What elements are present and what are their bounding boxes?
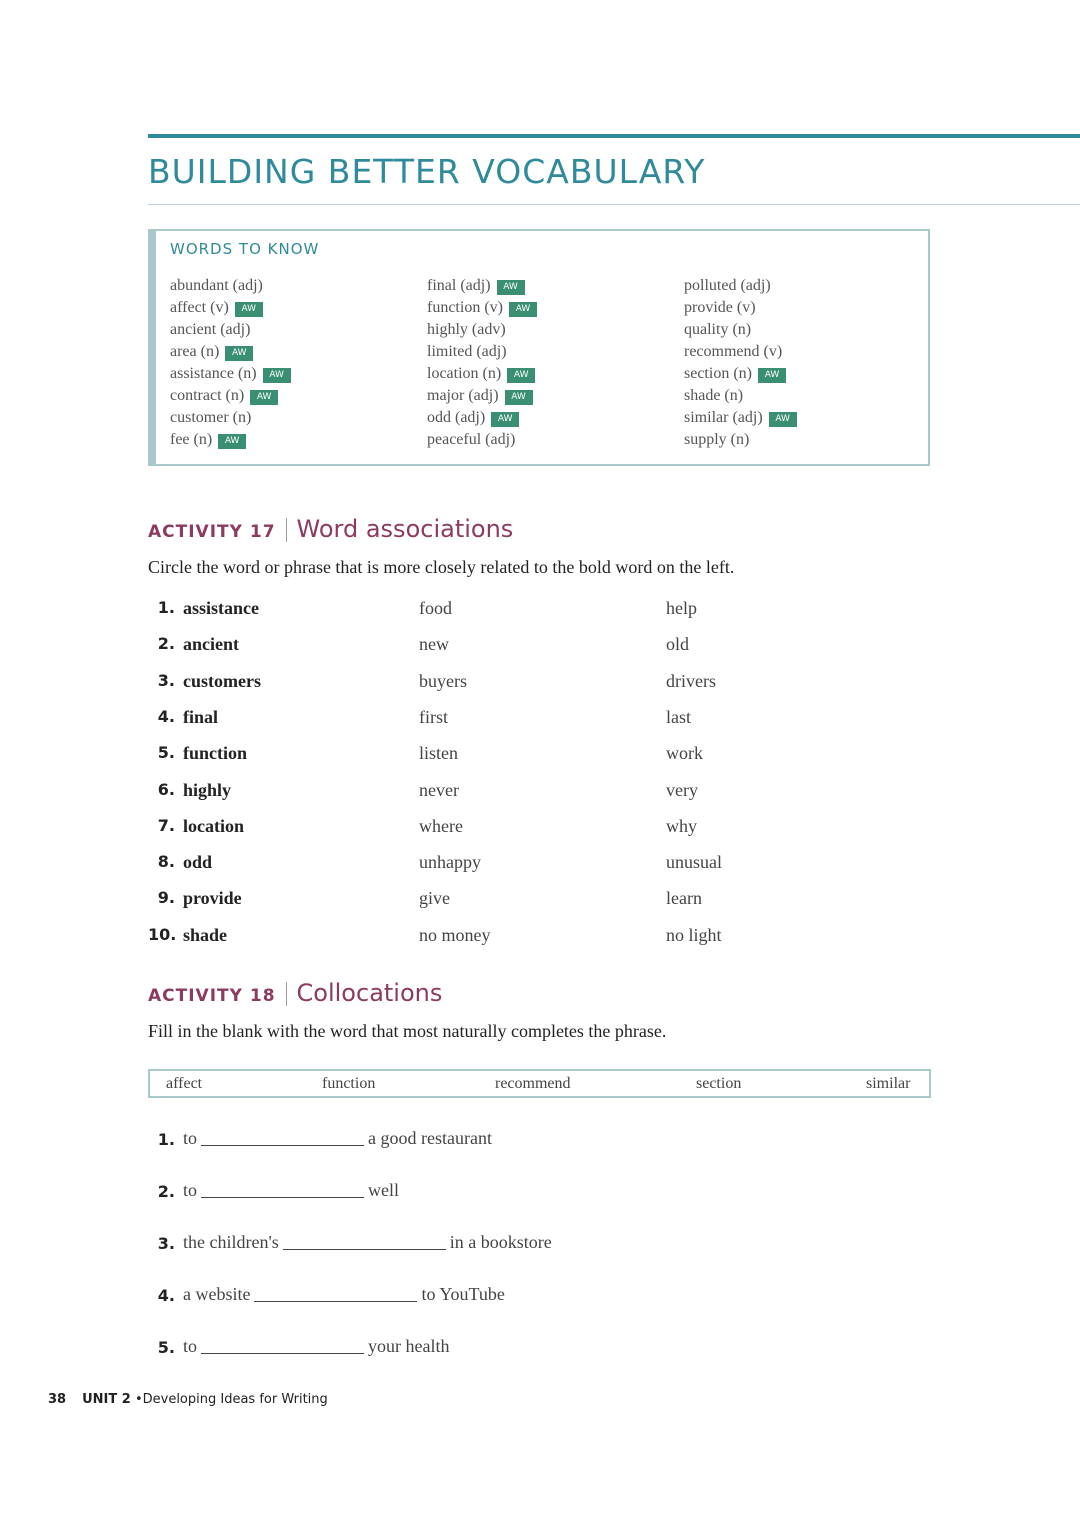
- item-number: 3.: [157, 670, 175, 690]
- association-row: [148, 888, 848, 918]
- association-row: [148, 707, 848, 737]
- aw-badge: AW: [250, 390, 278, 405]
- word-entry: limited (adj): [427, 343, 507, 360]
- aw-badge: AW: [225, 346, 253, 361]
- word-list-item: [427, 407, 537, 429]
- aw-badge: AW: [758, 368, 786, 383]
- word-entry: location (n): [427, 365, 502, 382]
- page-footer: [48, 1392, 328, 1407]
- word-list-item: [427, 297, 537, 319]
- word-list-item: [684, 407, 797, 429]
- option-1[interactable]: new: [419, 634, 449, 655]
- word-list-item: [427, 341, 537, 363]
- word-list-item: [427, 385, 537, 407]
- words-to-know-heading: WORDS TO KNOW: [170, 240, 320, 258]
- activity-18-label: ACTIVITY 18: [148, 986, 276, 1006]
- answer-blank[interactable]: [201, 1129, 364, 1146]
- bold-word: odd: [183, 852, 213, 873]
- option-2[interactable]: unusual: [666, 852, 722, 873]
- option-1[interactable]: buyers: [419, 670, 467, 691]
- word-entry: section (n): [684, 365, 752, 382]
- word-list-item: [684, 275, 797, 297]
- option-2[interactable]: very: [666, 779, 698, 800]
- phrase-after: in a bookstore: [449, 1232, 552, 1252]
- association-row: [148, 671, 848, 701]
- word-bank-item: section: [696, 1075, 742, 1092]
- word-entry: assistance (n): [170, 365, 257, 382]
- word-entry: quality (n): [684, 321, 752, 338]
- word-entry: customer (n): [170, 409, 252, 426]
- word-bank-item: similar: [866, 1075, 911, 1092]
- aw-badge: AW: [491, 412, 519, 427]
- item-number: 3.: [157, 1234, 175, 1253]
- answer-blank[interactable]: [201, 1181, 364, 1198]
- phrase-after: your health: [368, 1336, 450, 1356]
- option-1[interactable]: listen: [419, 743, 458, 764]
- word-list-item: [170, 385, 291, 407]
- top-rule: [148, 134, 1080, 138]
- words-to-know-column-1: [170, 275, 291, 451]
- activity-17-title: Word associations: [296, 515, 514, 543]
- word-list-item: [170, 341, 291, 363]
- aw-badge: AW: [769, 412, 797, 427]
- aw-badge: AW: [218, 434, 246, 449]
- option-1[interactable]: food: [419, 598, 452, 618]
- word-list-item: [684, 297, 797, 319]
- option-2[interactable]: learn: [666, 888, 702, 909]
- option-2[interactable]: why: [666, 815, 697, 836]
- association-row: [148, 598, 848, 628]
- option-1[interactable]: no money: [419, 924, 491, 945]
- word-entry: similar (adj): [684, 409, 763, 426]
- word-list-item: [170, 363, 291, 385]
- title-rule: [148, 204, 1080, 205]
- item-number: 1.: [157, 598, 175, 617]
- aw-badge: AW: [235, 302, 263, 317]
- bold-word: shade: [183, 924, 228, 945]
- activity-17-instruction: Circle the word or phrase that is more closely related to the bold word on the left.: [148, 557, 735, 577]
- word-bank-item: recommend: [495, 1075, 571, 1092]
- phrase-after: a good restaurant: [368, 1128, 492, 1148]
- page-title: BUILDING BETTER VOCABULARY: [148, 152, 706, 191]
- activity-17-header: [148, 512, 513, 546]
- footer-separator: •: [134, 1392, 143, 1407]
- word-entry: function (v): [427, 299, 503, 316]
- word-bank: [148, 1069, 931, 1098]
- phrase: [183, 1180, 399, 1201]
- item-number: 2.: [157, 1182, 175, 1201]
- activity-17-divider: [286, 518, 287, 542]
- word-entry: final (adj): [427, 277, 491, 294]
- item-number: 4.: [157, 706, 175, 726]
- item-number: 9.: [157, 888, 175, 908]
- word-list-item: [170, 319, 291, 341]
- item-number: 8.: [157, 852, 175, 872]
- word-list-item: [170, 297, 291, 319]
- word-list-item: [170, 275, 291, 297]
- item-number: 2.: [157, 634, 175, 654]
- word-entry: ancient (adj): [170, 321, 251, 338]
- word-entry: polluted (adj): [684, 277, 771, 294]
- activity-18-header: [148, 976, 442, 1010]
- bold-word: ancient: [183, 634, 239, 655]
- words-to-know-column-3: [684, 275, 797, 451]
- answer-blank[interactable]: [283, 1233, 446, 1250]
- word-list-item: [427, 429, 537, 451]
- bold-word: function: [183, 743, 248, 764]
- item-number: 10.: [148, 924, 177, 944]
- bold-word: assistance: [183, 598, 259, 618]
- option-1[interactable]: unhappy: [419, 852, 481, 873]
- word-list-item: [170, 429, 291, 451]
- phrase: [183, 1284, 505, 1305]
- word-entry: odd (adj): [427, 409, 486, 426]
- word-list-item: [684, 341, 797, 363]
- page-number: 38: [48, 1392, 67, 1407]
- option-2[interactable]: last: [666, 706, 691, 727]
- item-number: 6.: [157, 779, 175, 799]
- word-list-item: [427, 319, 537, 341]
- option-2[interactable]: no light: [666, 924, 722, 945]
- association-row: [148, 634, 848, 664]
- word-entry: major (adj): [427, 387, 499, 404]
- option-1[interactable]: give: [419, 888, 450, 909]
- aw-badge: AW: [263, 368, 291, 383]
- aw-badge: AW: [497, 280, 525, 295]
- footer-unit: UNIT 2: [82, 1392, 131, 1407]
- option-2[interactable]: old: [666, 634, 690, 655]
- association-row: [148, 780, 848, 810]
- word-list-item: [427, 275, 537, 297]
- aw-badge: AW: [509, 302, 537, 317]
- bold-word: final: [183, 706, 219, 727]
- word-entry: highly (adv): [427, 321, 506, 338]
- phrase-before: a website: [183, 1284, 251, 1304]
- bold-word: customers: [183, 670, 261, 691]
- words-to-know-column-2: [427, 275, 537, 451]
- word-entry: shade (n): [684, 387, 744, 404]
- option-2[interactable]: help: [666, 598, 697, 618]
- word-entry: fee (n): [170, 431, 213, 448]
- item-number: 1.: [157, 1130, 175, 1149]
- option-2[interactable]: drivers: [666, 670, 716, 691]
- association-row: [148, 852, 848, 882]
- phrase: [183, 1232, 552, 1253]
- activity-18-title: Collocations: [296, 979, 443, 1007]
- phrase: [183, 1336, 450, 1357]
- phrase: [183, 1128, 492, 1149]
- word-list-item: [427, 363, 537, 385]
- bold-word: provide: [183, 888, 242, 909]
- word-entry: contract (n): [170, 387, 245, 404]
- word-entry: provide (v): [684, 299, 756, 316]
- footer-subtitle: Developing Ideas for Writing: [142, 1392, 328, 1407]
- aw-badge: AW: [505, 390, 533, 405]
- aw-badge: AW: [507, 368, 535, 383]
- item-number: 5.: [157, 1338, 175, 1357]
- word-entry: supply (n): [684, 431, 750, 448]
- phrase-before: to: [183, 1336, 198, 1356]
- word-entry: affect (v): [170, 299, 229, 316]
- option-1[interactable]: never: [419, 779, 459, 800]
- association-row: [148, 816, 848, 846]
- option-1[interactable]: where: [419, 815, 463, 836]
- word-bank-item: affect: [166, 1075, 203, 1092]
- activity-18-divider: [286, 982, 287, 1006]
- item-number: 5.: [157, 743, 175, 763]
- word-entry: abundant (adj): [170, 277, 263, 294]
- bold-word: highly: [183, 779, 232, 800]
- word-list-item: [684, 363, 797, 385]
- bold-word: location: [183, 815, 244, 836]
- word-list-item: [684, 319, 797, 341]
- word-entry: peaceful (adj): [427, 431, 516, 448]
- option-1[interactable]: first: [419, 706, 448, 727]
- activity-18-instruction: Fill in the blank with the word that most naturally completes the phrase.: [148, 1021, 667, 1041]
- word-list-item: [684, 429, 797, 451]
- word-entry: area (n): [170, 343, 220, 360]
- phrase-before: the children's: [183, 1232, 279, 1252]
- phrase-before: to: [183, 1180, 198, 1200]
- word-bank-item: function: [322, 1075, 376, 1092]
- association-row: [148, 743, 848, 773]
- phrase-after: well: [368, 1180, 400, 1200]
- words-to-know-box: [148, 229, 930, 466]
- answer-blank[interactable]: [201, 1337, 364, 1354]
- option-2[interactable]: work: [666, 743, 703, 764]
- association-row: [148, 925, 848, 955]
- word-list-item: [684, 385, 797, 407]
- word-entry: recommend (v): [684, 343, 783, 360]
- activity-17-label: ACTIVITY 17: [148, 522, 276, 542]
- answer-blank[interactable]: [254, 1285, 417, 1302]
- item-number: 4.: [157, 1286, 175, 1305]
- word-list-item: [170, 407, 291, 429]
- phrase-before: to: [183, 1128, 198, 1148]
- phrase-after: to YouTube: [421, 1284, 505, 1304]
- item-number: 7.: [157, 815, 175, 835]
